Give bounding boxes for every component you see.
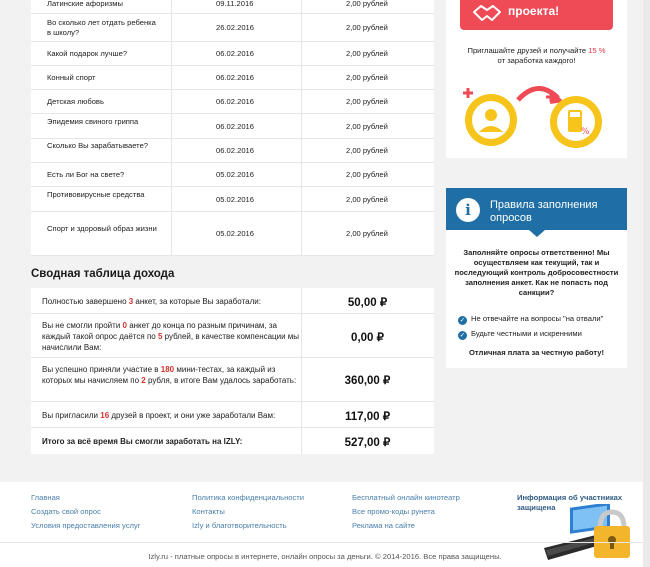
- survey-date: 06.02.2016: [216, 97, 255, 106]
- rules-item: ✓ Не отвечайте на вопросы "на отвали": [459, 314, 604, 324]
- footer-link-charity[interactable]: Izly и благотворительность: [192, 521, 287, 530]
- survey-name: Какой подарок лучше?: [47, 49, 128, 58]
- income-row-value: 117,00 ₽: [344, 411, 391, 423]
- survey-amount: 2,00 рублей: [346, 0, 388, 8]
- footer-link-create-survey[interactable]: Создать свой опрос: [31, 507, 101, 516]
- referral-card[interactable]: [446, 0, 627, 158]
- survey-name: Латинские афоризмы: [47, 0, 123, 8]
- footer-info-protected: Информация об участниках защищена: [517, 493, 623, 512]
- income-row-referrals: [31, 402, 434, 428]
- survey-name: Есть ли Бог на свете?: [47, 170, 125, 179]
- income-row-label: Вы не смогли пройти 0 анкет до конца по разным причинам, за каждый такой опрос даётся по 5 рублей, в качестве компенсации мы начислили Вам:: [42, 321, 300, 352]
- footer-link-terms[interactable]: Условия предоставления услуг: [31, 521, 141, 530]
- survey-history-table: [31, 0, 434, 256]
- survey-row: [31, 163, 434, 187]
- survey-amount: 2,00 рублей: [346, 170, 388, 179]
- page-edge: [643, 0, 650, 567]
- survey-date: 05.02.2016: [216, 170, 255, 179]
- rules-header: [446, 188, 627, 230]
- survey-date: 26.02.2016: [216, 23, 255, 32]
- survey-name: Детская любовь: [47, 97, 104, 106]
- survey-amount: 2,00 рублей: [346, 23, 388, 32]
- income-row-value: 360,00 ₽: [344, 375, 391, 387]
- survey-row: [31, 139, 434, 163]
- survey-date: 05.02.2016: [216, 194, 255, 204]
- survey-name: Спорт и здоровый образ жизни: [47, 224, 157, 233]
- rules-title: Правила заполнения опросов: [490, 199, 598, 224]
- survey-amount: 2,00 рублей: [346, 49, 388, 58]
- survey-row: [31, 212, 434, 256]
- survey-amount: 2,00 рублей: [346, 194, 388, 204]
- footer-link-home[interactable]: Главная: [31, 493, 60, 502]
- footer-divider: [0, 542, 650, 543]
- handshake-icon: [472, 2, 502, 24]
- survey-name: Конный спорт: [47, 73, 96, 82]
- survey-amount: 2,00 рублей: [346, 121, 388, 131]
- survey-name: Сколько Вы зарабатываете?: [47, 141, 149, 150]
- income-total-value: 527,00 ₽: [344, 437, 391, 449]
- survey-name: Эпидемия свиного гриппа: [47, 116, 139, 126]
- rules-pointer: [529, 230, 545, 237]
- svg-text:%: %: [581, 127, 590, 137]
- info-icon: i: [456, 198, 480, 222]
- referral-banner-text: проекта!: [508, 4, 560, 18]
- income-row-minitests: [31, 358, 434, 402]
- income-summary-title: Сводная таблица дохода: [31, 268, 175, 280]
- survey-date: 06.02.2016: [216, 73, 255, 82]
- referral-illustration: [446, 82, 627, 152]
- survey-row: [31, 66, 434, 90]
- rules-item: ✓ Будьте честными и искренними: [459, 329, 582, 339]
- referral-text: Приглашайте друзей и получайте 15 % от заработка каждого!: [467, 46, 606, 65]
- site-footer: [0, 482, 650, 567]
- footer-link-contacts[interactable]: Контакты: [192, 507, 225, 516]
- rules-intro: Заполняйте опросы ответственно! Мы осуществляем как текущий, так и последующий контроль добросовестности заполнения анкет. Как не попасть под санкции?: [454, 248, 619, 297]
- income-total-label: Итого за всё время Вы смогли заработать на IZLY:: [42, 437, 243, 446]
- survey-row: [31, 114, 434, 139]
- survey-amount: 2,00 рублей: [346, 229, 388, 238]
- survey-date: 06.02.2016: [216, 49, 255, 58]
- survey-amount: 2,00 рублей: [346, 146, 388, 155]
- survey-row: [31, 90, 434, 114]
- income-row-value: 0,00 ₽: [351, 332, 384, 344]
- survey-date: 09.11.2016: [216, 0, 254, 8]
- footer-link-ads[interactable]: Реклама на сайте: [352, 521, 415, 530]
- income-row-incomplete: [31, 314, 434, 358]
- income-summary-table: [31, 288, 434, 454]
- income-row-label: Полностью завершено 3 анкет, за которые Вы заработали:: [42, 297, 261, 306]
- survey-date: 05.02.2016: [216, 229, 255, 238]
- survey-amount: 2,00 рублей: [346, 73, 388, 82]
- footer-link-promo[interactable]: Все промо-коды рунета: [352, 507, 435, 516]
- survey-name: Во сколько лет отдать ребенка в школу?: [47, 18, 156, 37]
- rules-footer: Отличная плата за честную работу!: [468, 348, 604, 357]
- check-icon: ✓: [459, 332, 466, 339]
- survey-amount: 2,00 рублей: [346, 97, 388, 106]
- survey-row: [31, 0, 434, 14]
- survey-row: [31, 42, 434, 66]
- income-row-label: Вы успешно приняли участие в 180 мини-тестах, за каждый из которых мы начисляем по 2 рубля, в итоге Вам удалось заработать:: [42, 365, 297, 385]
- income-row-total: [31, 428, 434, 454]
- check-icon: ✓: [459, 317, 466, 324]
- footer-link-cinema[interactable]: Бесплатный онлайн кинотеатр: [352, 493, 460, 502]
- income-row-value: 50,00 ₽: [347, 297, 388, 309]
- survey-date: 06.02.2016: [216, 146, 255, 155]
- footer-copyright: Izly.ru - платные опросы в интернете, онлайн опросы за деньги. © 2014-2016. Все права защищены.: [148, 552, 502, 561]
- rules-card: [446, 188, 627, 368]
- survey-row: [31, 14, 434, 42]
- income-row-label: Вы пригласили 16 друзей в проект, и они уже заработали Вам:: [42, 411, 276, 420]
- income-row-completed: [31, 288, 434, 314]
- referral-banner: [460, 0, 613, 30]
- footer-link-privacy[interactable]: Политика конфиденциальности: [192, 493, 305, 502]
- survey-row: [31, 187, 434, 212]
- survey-name: Противовирусные средства: [47, 189, 145, 199]
- survey-date: 06.02.2016: [216, 121, 255, 131]
